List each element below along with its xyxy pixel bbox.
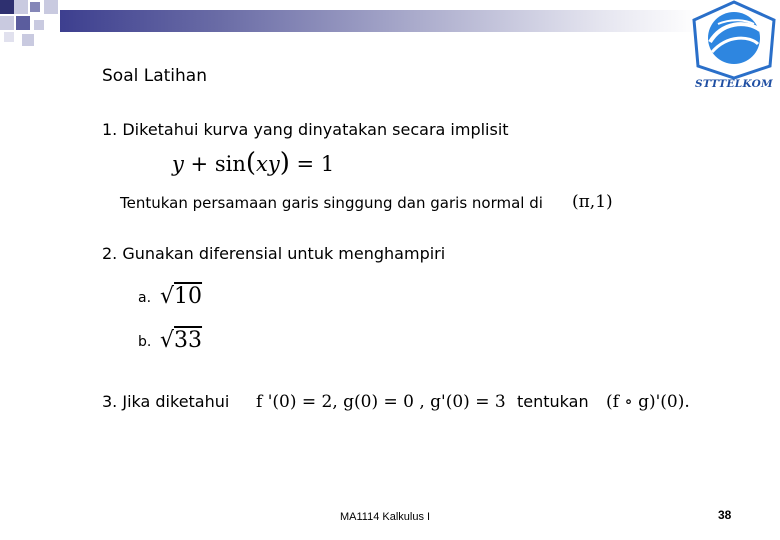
question-3-given: f '(0) = 2, g(0) = 0 , g'(0) = 3 xyxy=(256,392,506,412)
logo-text: STTTELKOM xyxy=(695,78,773,90)
slide-title: Soal Latihan xyxy=(102,66,207,86)
logo xyxy=(688,0,780,100)
question-2b-label: b. xyxy=(138,334,152,350)
question-2b-expression: √33 xyxy=(160,328,203,353)
question-2a-expression: √10 xyxy=(160,284,203,309)
question-1-text: 1. Diketahui kurva yang dinyatakan secara implisit xyxy=(102,120,509,139)
globe-logo-icon xyxy=(688,0,780,80)
question-3-ask-text: tentukan xyxy=(517,392,589,411)
question-2a-label: a. xyxy=(138,290,152,306)
question-3-text: 3. Jika diketahui xyxy=(102,392,230,411)
question-2-text: 2. Gunakan diferensial untuk menghampiri xyxy=(102,244,446,263)
question-1-point: (π,1) xyxy=(572,192,613,212)
header-gradient-bar xyxy=(60,10,700,32)
question-1-equation: y + sin(xy) = 1 xyxy=(172,148,335,178)
footer-course: MA1114 Kalkulus I xyxy=(340,511,431,523)
question-1-subtext: Tentukan persamaan garis singgung dan garis normal di xyxy=(120,194,543,212)
page-number: 38 xyxy=(718,508,732,522)
question-3-ask-expression: (f ∘ g)'(0). xyxy=(606,392,690,412)
